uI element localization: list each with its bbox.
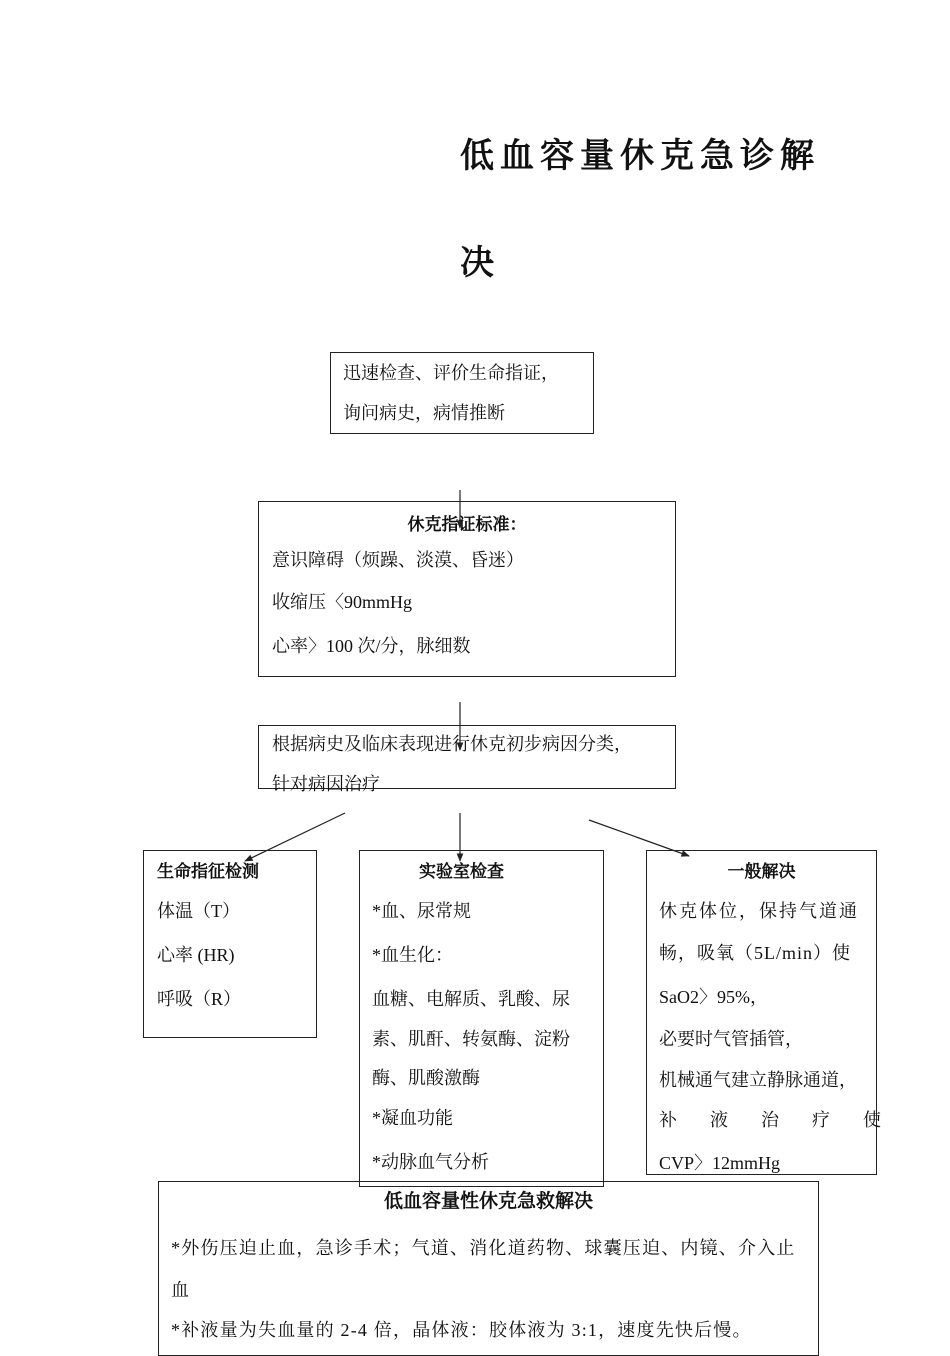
vital-signs-line: 呼吸（R） [157,989,242,1009]
emergency-rescue-line: *补液量为失血量的 2-4 倍，晶体液：胶体液为 3:1，速度先快后慢。 [171,1320,752,1340]
general-treatment-line: 补液治疗使 [659,1110,914,1130]
lab-tests-line: *血生化： [372,945,453,965]
general-treatment-line: 休克体位，保持气道通 [659,901,859,921]
page-title-line-1: 低血容量休克急诊解 [460,136,820,176]
lab-tests-line: 血糖、电解质、乳酸、尿 [372,989,570,1009]
vital-signs-heading: 生命指征检测 [157,862,259,882]
general-treatment-heading: 一般解决 [727,862,796,882]
emergency-rescue-box [158,1181,819,1356]
lab-tests-line: 素、肌酐、转氨酶、淀粉 [372,1029,570,1049]
shock-criteria-line: 收缩压〈90mmHg [272,592,413,612]
general-treatment-line: SaO2〉95%， [659,987,768,1007]
lab-tests-heading: 实验室检查 [419,862,504,882]
emergency-rescue-line: *外伤压迫止血，急诊手术；气道、消化道药物、球囊压迫、内镜、介入止 [171,1238,796,1258]
vital-signs-line: 心率 (HR) [157,945,235,965]
lab-tests-line: *动脉血气分析 [372,1152,489,1172]
initial-assessment-box [330,352,594,434]
emergency-rescue-line: 血 [171,1280,189,1300]
shock-criteria-box [258,501,676,677]
general-treatment-line: 必要时气管插管， [659,1029,803,1049]
lab-tests-line: *血、尿常规 [372,901,471,921]
general-treatment-line: 畅，吸氧（5L/min）使 [659,943,851,963]
shock-criteria-line: 意识障碍（烦躁、淡漠、昏迷） [272,550,524,570]
lab-tests-line: *凝血功能 [372,1108,453,1128]
emergency-rescue-heading: 低血容量性休克急救解决 [383,1190,593,1212]
etiology-box [258,725,676,794]
initial-assessment-line: 询问病史，病情推断 [343,403,505,423]
vital-signs-box [143,850,317,1038]
general-treatment-box [646,850,914,1175]
shock-criteria-heading: 休克指证标准： [407,515,527,535]
etiology-line: 根据病史及临床表现进行休克初步病因分类， [272,734,632,754]
etiology-line: 针对病因治疗 [272,774,380,794]
page-title-line-2: 决 [460,243,500,283]
lab-tests-box [359,850,604,1187]
general-treatment-line: CVP〉12mmHg [659,1153,781,1173]
shock-criteria-line: 心率〉100 次/分，脉细数 [272,636,471,656]
vital-signs-line: 体温（T） [157,901,240,921]
initial-assessment-line: 迅速检查、评价生命指证， [343,363,559,383]
lab-tests-line: 酶、肌酸激酶 [372,1068,480,1088]
general-treatment-line: 机械通气建立静脉通道， [659,1070,857,1090]
